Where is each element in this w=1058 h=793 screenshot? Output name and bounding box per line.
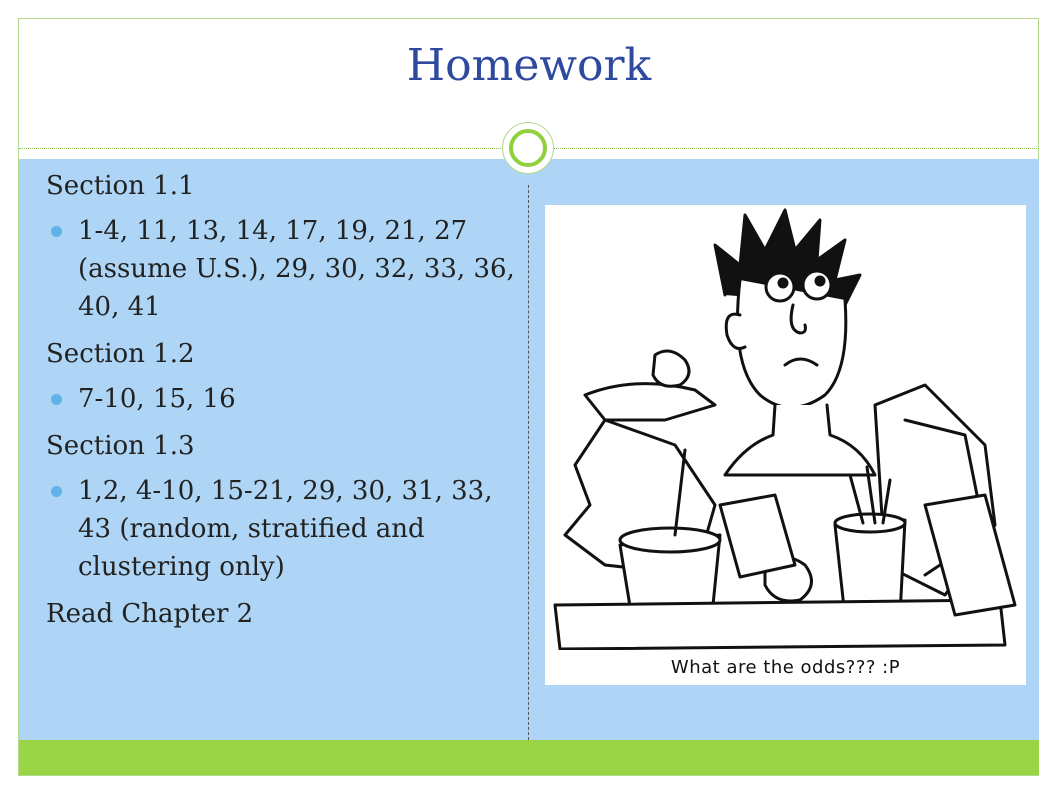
overwhelmed-student-illustration xyxy=(545,205,1026,685)
bullet-icon xyxy=(51,226,62,237)
bullet-icon xyxy=(51,486,62,497)
circle-ornament-ring xyxy=(509,129,547,167)
section-items xyxy=(46,472,516,586)
list-item xyxy=(46,472,516,586)
list-item xyxy=(46,212,516,326)
student-drawing-icon xyxy=(545,205,1026,650)
illustration-caption: What are the odds??? :P xyxy=(670,657,901,678)
page-title: Homework xyxy=(406,40,652,91)
section-heading: Section 1.2 xyxy=(46,339,195,369)
list-item-text: 1,2, 4-10, 15-21, 29, 30, 31, 33, 43 (random, stratified and clustering only) xyxy=(78,476,493,582)
section-heading: Section 1.3 xyxy=(46,431,195,461)
list-item-text: 1-4, 11, 13, 14, 17, 19, 21, 27 (assume U.S.), 29, 30, 32, 33, 36, 40, 41 xyxy=(78,216,515,322)
list-item-text: 7-10, 15, 16 xyxy=(78,384,236,414)
footer-bar xyxy=(19,740,1039,775)
homework-list xyxy=(46,168,516,632)
section-items xyxy=(46,380,516,418)
circle-ornament-icon xyxy=(502,122,554,174)
closing-text: Read Chapter 2 xyxy=(46,599,254,629)
column-divider xyxy=(528,185,529,740)
section-heading: Section 1.1 xyxy=(46,171,195,201)
bullet-icon xyxy=(51,394,62,405)
section-items xyxy=(46,212,516,326)
list-item xyxy=(46,380,516,418)
